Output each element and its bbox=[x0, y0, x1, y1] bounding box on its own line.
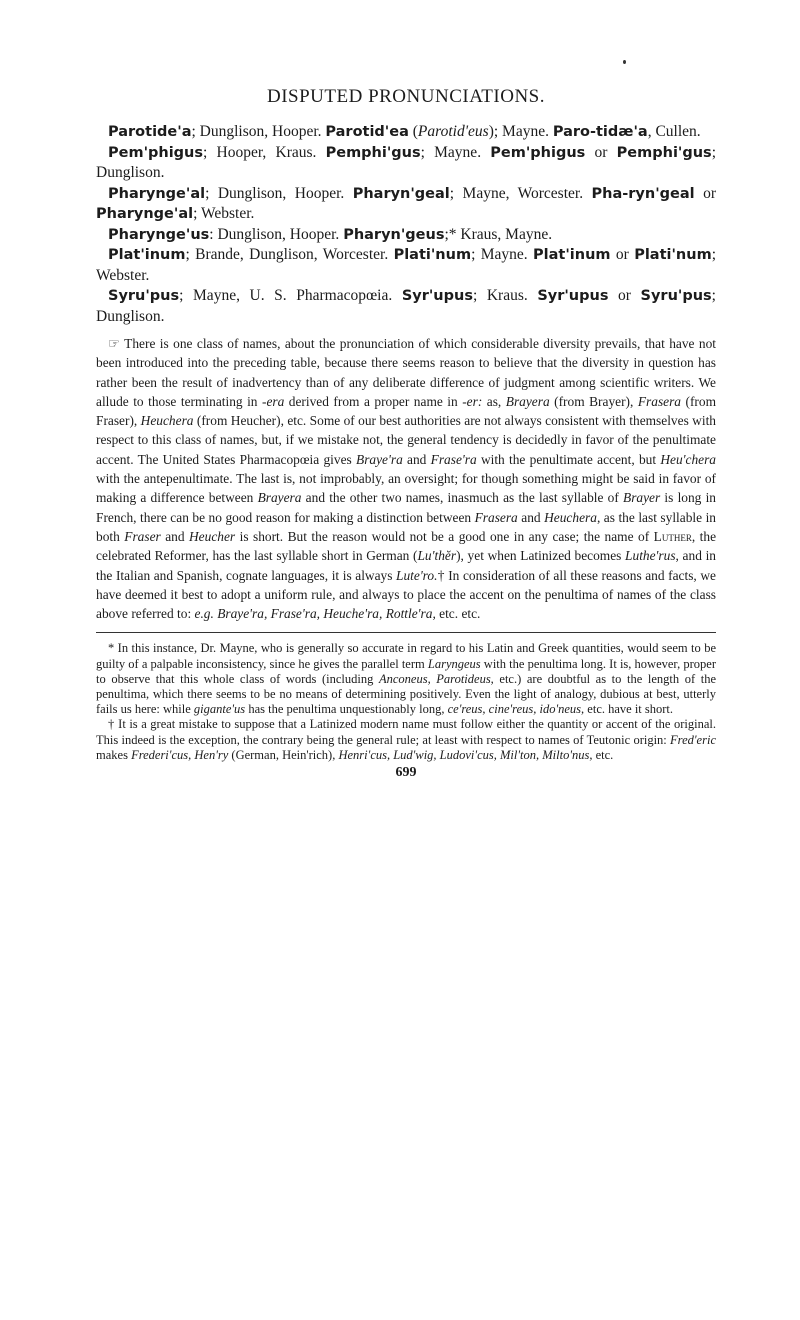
headword: Pharynge'al bbox=[96, 206, 194, 222]
authorities: ; Dunglison. bbox=[96, 287, 716, 325]
headword: Pharyn'geal bbox=[352, 185, 450, 202]
headword: Plat'inum bbox=[533, 247, 611, 263]
headword: Pharynge'us bbox=[108, 226, 210, 243]
entry-parotidea bbox=[96, 122, 716, 143]
footnotes bbox=[96, 641, 716, 763]
headword: Pharynge'al bbox=[108, 185, 206, 202]
authorities: ; Webster. bbox=[193, 205, 255, 222]
headword: Syr'upus bbox=[537, 288, 609, 304]
authorities: ; Mayne, U. S. Pharmacopœia. bbox=[179, 287, 402, 304]
headword: Pemphi'gus bbox=[616, 144, 712, 161]
headword: Pharyn'geus bbox=[343, 226, 445, 243]
headword: Paro-tidæ'a bbox=[552, 124, 648, 140]
authorities: ; Brande, Dunglison, Worcester. bbox=[185, 246, 394, 263]
footnote-dagger: † It is a great mistake to suppose that a Latinized modern name must follow either the quantity or accent of the original. This indeed is the exception, the contrary being the general rule; at least with respect to names of Teutonic origin: Fred'eric makes Frederi'cus, Hen'ry (German, Hein'rich), Henri'cus, Lud'wig, Ludovi'cus, Mil'ton, Milto'nus, etc. bbox=[96, 717, 716, 762]
authorities: or bbox=[608, 287, 641, 304]
authorities: ;* Kraus, Mayne. bbox=[444, 225, 553, 243]
entry-pemphigus bbox=[96, 143, 716, 184]
authorities: ; Mayne, Worcester. bbox=[449, 184, 592, 202]
authorities: or bbox=[610, 246, 635, 263]
authorities: ; Mayne. bbox=[420, 143, 491, 161]
headword: Syru'pus bbox=[640, 288, 712, 304]
italic-term: Parotid'eus bbox=[417, 123, 489, 140]
headword: Plat'inum bbox=[108, 247, 186, 263]
speck-mark bbox=[623, 60, 626, 64]
headword: Plati'num bbox=[393, 247, 472, 263]
headword: Pem'phigus bbox=[108, 144, 204, 161]
authorities: ; Dunglison. bbox=[96, 143, 716, 181]
headword: Plati'num bbox=[634, 247, 712, 263]
authorities: ; Dunglison, Hooper. bbox=[205, 184, 353, 202]
authorities: or bbox=[585, 143, 617, 161]
note-paragraph: ☞ There is one class of names, about the pronunciation of which considerable diversity prevails, that have not been introduced into the preceding table, because there seems reason to believe that the diversity in question has rather been the result of inadvertency than of any deliberate difference of judgment among scientific writers. We allude to those terminating in -era derived from a proper name in -er: as, Brayera (from Brayer), Frasera (from Fraser), Heuchera (from Heucher), etc. Some of our best authorities are not always consistent with themselves with respect to this class of names, but, if we mistake not, the general tendency is decidedly in favor of the penultimate accent. The United States Pharmacopœia gives Braye'ra and Frase'ra with the penultimate accent, but Heu'chera with the antepenultimate. The last is, not improbably, an oversight; for though something might be said in favor of making a difference between Brayera and the other two names, inasmuch as the last syllable of Brayer is long in French, there can be no good reason for making a distinction between Frasera and Heuchera, as the last syllable in both Fraser and Heucher is short. But the reason would not be a good one in any case; the name of Luther, the celebrated Reformer, has the last syllable short in German (Lu'thĕr), yet when Latinized becomes Luthe'rus, and in the Italian and Spanish, cognate languages, it is always Lute'ro.† In consideration of all these reasons and facts, we have deemed it best to adopt a uniform rule, and always to place the accent on the penultima of names of the class above referred to: e.g. Braye'ra, Frase'ra, Heuche'ra, Rottle'ra, etc. etc. bbox=[96, 336, 717, 622]
authorities: ; Kraus. bbox=[472, 287, 538, 304]
footnote-asterisk: * In this instance, Dr. Mayne, who is generally so accurate in regard to his Latin and Greek quantities, would seem to be guilty of a palpable inconsistency, since he gives the parallel term Laryngeus with the penultima long. It is, however, proper to observe that this whole class of words (including Anconeus, Parotideus, etc.) are doubtful as to the length of the penultima, which there seems to be no means of determining positively. Even the light of analogy, dubious at best, utterly fails us here: while gigante'us has the penultima unquestionably long, ce'reus, cine'reus, ido'neus, etc. have it short. bbox=[96, 641, 716, 717]
authorities: ; Hooper, Kraus. bbox=[203, 143, 326, 161]
authorities: : Dunglison, Hooper. bbox=[209, 225, 344, 243]
entry-syrupus bbox=[96, 286, 716, 327]
entry-platinum bbox=[96, 245, 716, 286]
authorities: ( bbox=[408, 123, 418, 140]
headword: Syru'pus bbox=[108, 288, 180, 304]
authorities: , Cullen. bbox=[647, 123, 701, 140]
entry-pharyngeus bbox=[96, 225, 716, 246]
entry-pharyngeal bbox=[96, 184, 716, 225]
book-page bbox=[96, 86, 716, 781]
authorities: ); Mayne. bbox=[488, 123, 553, 140]
headword: Parotid'ea bbox=[325, 124, 409, 140]
footnote-divider bbox=[96, 632, 716, 633]
headword: Pem'phigus bbox=[490, 144, 586, 161]
authorities: ; Webster. bbox=[96, 246, 716, 284]
headword: Pha-ryn'geal bbox=[591, 185, 695, 202]
authorities: ; Dunglison, Hooper. bbox=[191, 123, 326, 140]
page-number: 699 bbox=[395, 765, 417, 781]
running-head: DISPUTED PRONUNCIATIONS. bbox=[266, 86, 546, 107]
authorities: ; Mayne. bbox=[471, 246, 534, 263]
headword: Pemphi'gus bbox=[325, 144, 421, 161]
headword: Parotide'a bbox=[108, 124, 192, 140]
pronunciation-entries bbox=[96, 122, 716, 327]
authorities: or bbox=[694, 184, 716, 202]
headword: Syr'upus bbox=[401, 288, 473, 304]
